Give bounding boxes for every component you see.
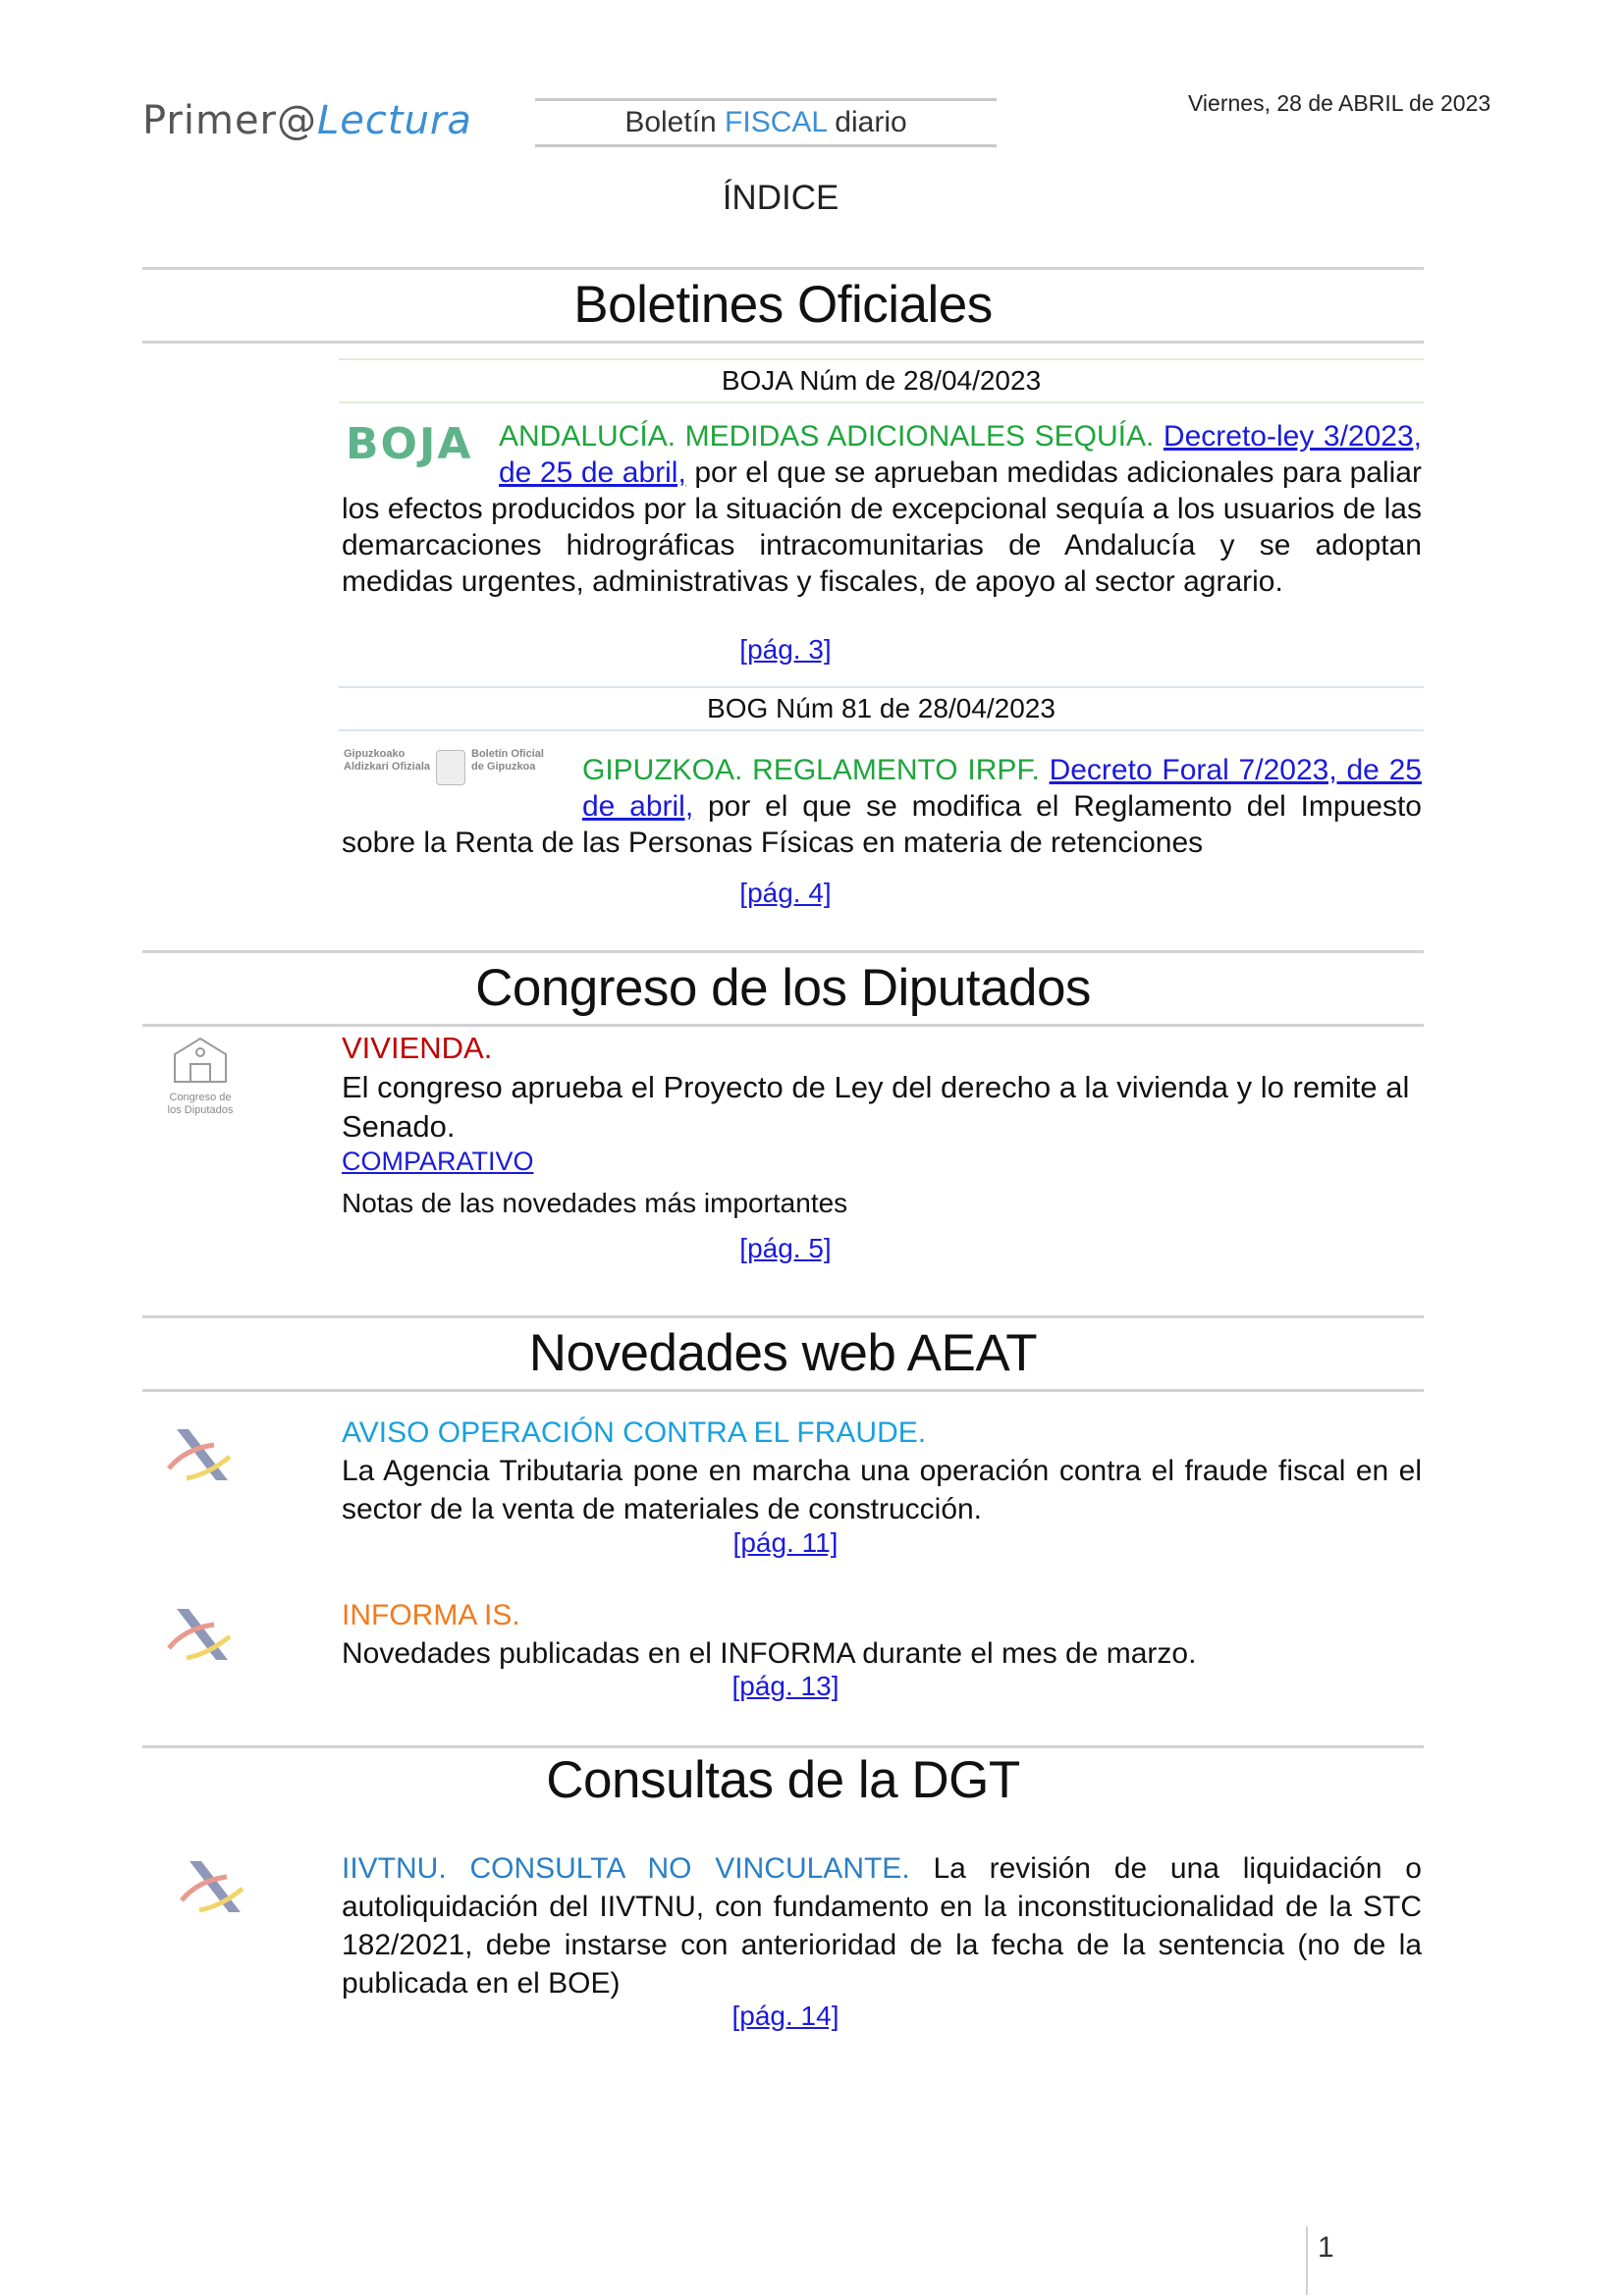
congreso-text: El congreso aprueba el Proyecto de Ley del derecho a la vivienda y lo remite al Senado.: [342, 1070, 1410, 1144]
bulletin-fiscal: FISCAL: [725, 106, 827, 138]
bog-bar: BOG Núm 81 de 28/04/2023: [339, 686, 1424, 731]
bulletin-prefix: Boletín: [624, 106, 726, 138]
aeat-item1-label: AVISO OPERACIÓN CONTRA EL FRAUDE.: [342, 1416, 927, 1449]
aeat-item2: [342, 1596, 1422, 1673]
aeat-icon: [172, 1847, 250, 1926]
comparativo-link[interactable]: COMPARATIVO: [342, 1147, 534, 1176]
section-title-congreso: Congreso de los Diputados: [142, 950, 1424, 1027]
boja-decree-link[interactable]: Decreto-ley 3/2023, de 25 de abril,: [499, 420, 1422, 489]
congreso-label: VIVIENDA.: [342, 1031, 493, 1065]
bog-page-link[interactable]: [pág. 4]: [739, 878, 832, 908]
aeat-item1: [342, 1414, 1422, 1528]
bog-text: por el que se modifica el Reglamento del Impuesto sobre la Renta de las Personas Físicas en materia de retenciones: [342, 790, 1422, 859]
logo: [142, 98, 472, 143]
logo-part1: Primer@: [142, 98, 317, 143]
dgt-text: La revisión de una liquidación o autoliquidación del IIVTNU, con fundamento en la inconstitucionalidad de la STC 182/2021, debe instarse con anterioridad de la fecha de la sentencia (no de la publicada en el BOE): [342, 1852, 1422, 2000]
bog-entry: [342, 752, 1422, 861]
section-title-dgt: Consultas de la DGT: [142, 1745, 1424, 1812]
index-title: ÍNDICE: [722, 179, 839, 217]
logo-part2: Lectura: [317, 98, 472, 143]
congreso-notes: Notas de las novedades más importantes: [342, 1188, 848, 1218]
date: Viernes, 28 de ABRIL de 2023: [1188, 90, 1491, 116]
bog-label: GIPUZKOA. REGLAMENTO IRPF.: [582, 754, 1040, 786]
congreso-page-link[interactable]: [pág. 5]: [739, 1233, 832, 1263]
congreso-entry: [342, 1029, 1422, 1147]
aeat-item2-text: Novedades publicadas en el INFORMA durante el mes de marzo.: [342, 1637, 1197, 1670]
gipuzkoa-logo-right: Boletín Oficial de Gipuzkoa: [471, 748, 544, 773]
dgt-page-link[interactable]: [pág. 14]: [731, 2001, 839, 2031]
boja-text: por el que se aprueban medidas adicionales para paliar los efectos producidos por la situación de excepcional sequía a los usuarios de las demarcaciones hidrográficas intracomunitarias de Andalucía y se adoptan medidas urgentes, administrativas y fiscales, de apoyo al sector agrario.: [342, 456, 1422, 598]
bog-logo-spacer: [342, 752, 582, 823]
boja-page-link[interactable]: [pág. 3]: [739, 634, 832, 665]
bog-decree-link[interactable]: Decreto Foral 7/2023, de 25 de abril,: [582, 754, 1422, 823]
boja-label: ANDALUCÍA. MEDIDAS ADICIONALES SEQUÍA.: [499, 420, 1155, 453]
dgt-label: IIVTNU. CONSULTA NO VINCULANTE.: [342, 1852, 910, 1885]
congreso-icon: [165, 1033, 236, 1117]
aeat-item1-page-link[interactable]: [pág. 11]: [732, 1527, 839, 1558]
gipuzkoa-logo-left: Gipuzkoako Aldizkari Ofiziala: [344, 748, 431, 773]
aeat-item2-label: INFORMA IS.: [342, 1599, 520, 1631]
boja-bar: BOJA Núm de 28/04/2023: [339, 358, 1424, 403]
bulletin-title: [535, 98, 997, 147]
aeat-icon: [159, 1595, 238, 1674]
congreso-building-icon: [165, 1033, 236, 1087]
dgt-entry: [342, 1849, 1422, 2002]
boja-logo: BOJA: [346, 419, 473, 469]
aeat-item2-page-link[interactable]: [pág. 13]: [731, 1671, 839, 1701]
boja-logo-spacer: [342, 418, 499, 467]
congreso-logo-text: Congreso de los Diputados: [167, 1092, 234, 1116]
section-title-boletines: Boletines Oficiales: [142, 267, 1424, 344]
boja-entry: [342, 418, 1422, 600]
page-number: 1: [1306, 2226, 1334, 2295]
section-title-aeat: Novedades web AEAT: [142, 1315, 1424, 1392]
aeat-item1-text: La Agencia Tributaria pone en marcha una operación contra el fraude fiscal en el sector de la venta de materiales de construcción.: [342, 1455, 1422, 1525]
aeat-icon: [159, 1415, 238, 1494]
bulletin-suffix: diario: [826, 106, 907, 138]
